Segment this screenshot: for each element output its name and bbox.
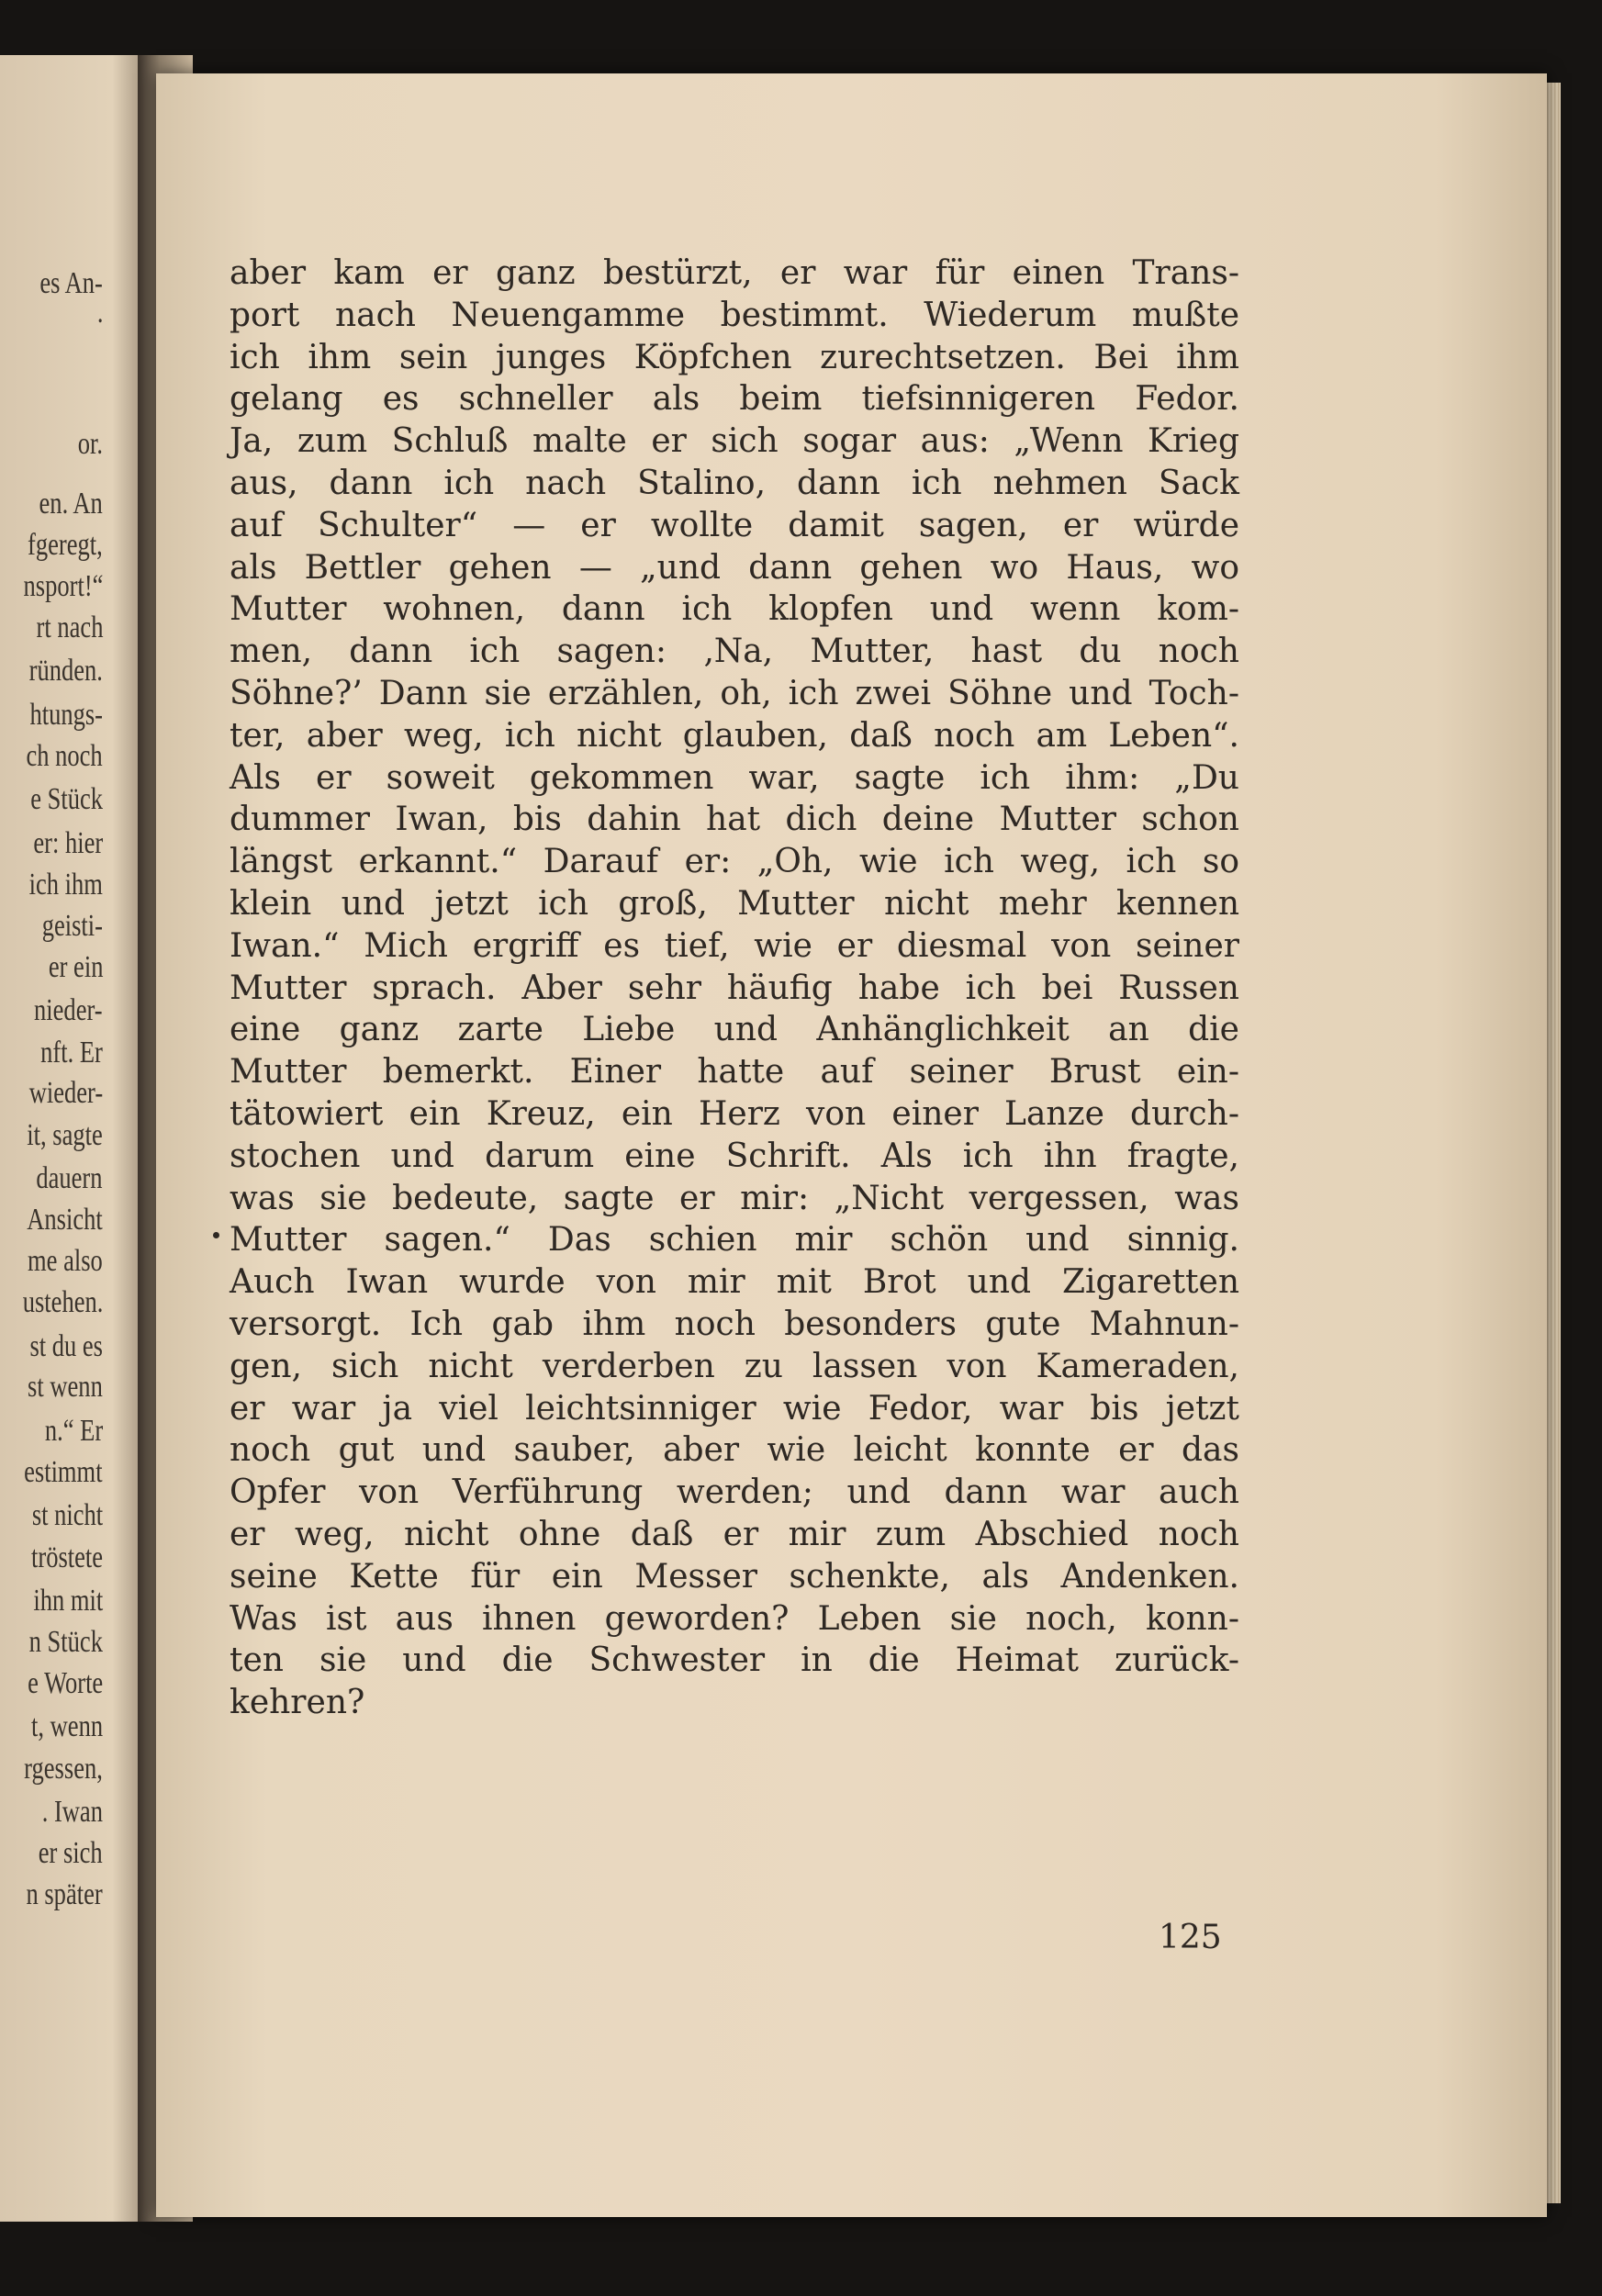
text-line: klein und jetzt ich groß, Mutter nicht mehr kennen	[230, 884, 1239, 923]
left-page-fragment: nsport!“	[23, 569, 103, 603]
text-line: Mutter sagen.“ Das schien mir schön und sinnig.	[230, 1221, 1239, 1260]
text-line: Als er soweit gekommen war, sagte ich ihm: „Du	[230, 758, 1239, 797]
text-line: gelang es schneller als beim tiefsinnigeren Fedor.	[230, 380, 1239, 419]
left-page-fragment: st nicht	[31, 1498, 103, 1532]
left-page-fragment: st du es	[29, 1329, 103, 1363]
text-line: er war ja viel leichtsinniger wie Fedor, war bis jetzt	[230, 1389, 1239, 1428]
left-page-fragment: ustehen.	[22, 1285, 103, 1319]
text-line: gen, sich nicht verderben zu lassen von Kameraden,	[230, 1347, 1239, 1385]
left-page-fragment: . Iwan	[41, 1795, 103, 1829]
text-line: seine Kette für ein Messer schenkte, als Andenken.	[230, 1557, 1239, 1596]
left-page-fragment: Ansicht	[27, 1203, 103, 1237]
text-line: tätowiert ein Kreuz, ein Herz von einer Lanze durch-	[230, 1094, 1239, 1133]
left-page-fragment: me also	[28, 1244, 103, 1278]
text-line: was sie bedeute, sagte er mir: „Nicht vergessen, was	[230, 1179, 1239, 1217]
left-page-fragment: rgessen,	[24, 1752, 103, 1786]
left-page-fragment: e Worte	[27, 1666, 103, 1700]
left-page-fragment: n später	[26, 1877, 103, 1911]
left-page-edge	[0, 55, 161, 2222]
text-line: ter, aber weg, ich nicht glauben, daß noch am Leben“.	[230, 716, 1239, 755]
left-page-fragment: tröstete	[30, 1540, 103, 1574]
text-line: noch gut und sauber, aber wie leicht konnte er das	[230, 1431, 1239, 1470]
text-line: port nach Neuengamme bestimmt. Wiederum mußte	[230, 296, 1239, 334]
left-page-fragment: ihn mit	[33, 1584, 103, 1618]
text-line: versorgt. Ich gab ihm noch besonders gute Mahnun-	[230, 1305, 1239, 1343]
text-line: Ja, zum Schluß malte er sich sogar aus: „Wenn Krieg	[230, 422, 1239, 461]
left-page-fragment: wieder-	[28, 1076, 103, 1110]
text-line: Mutter wohnen, dann ich klopfen und wenn kom-	[230, 590, 1239, 629]
text-line: er weg, nicht ohne daß er mir zum Abschied noch	[230, 1515, 1239, 1553]
text-line: Iwan.“ Mich ergriff es tief, wie er diesmal von seiner	[230, 926, 1239, 965]
text-line: eine ganz zarte Liebe und Anhänglichkeit an die	[230, 1011, 1239, 1049]
left-page-fragment: ch noch	[26, 739, 103, 773]
left-page-fragment: rt nach	[36, 610, 103, 644]
left-page-fragment: n.“ Er	[44, 1414, 103, 1448]
text-line: längst erkannt.“ Darauf er: „Oh, wie ich weg, ich so	[230, 843, 1239, 881]
left-page-fragment: htungs-	[29, 698, 103, 732]
body-text	[230, 252, 1239, 1724]
text-line: Auch Iwan wurde von mir mit Brot und Zigaretten	[230, 1263, 1239, 1302]
text-line: als Bettler gehen — „und dann gehen wo Haus, wo	[230, 548, 1239, 587]
left-page-fragment: ründen.	[28, 654, 103, 688]
text-line: aber kam er ganz bestürzt, er war für einen Trans-	[230, 254, 1239, 292]
left-page-fragment: er ein	[48, 950, 103, 984]
left-page-fragment: n Stück	[28, 1625, 103, 1659]
left-page-fragment: es An-	[39, 266, 103, 300]
left-page-fragment: nieder-	[34, 993, 103, 1027]
left-page-fragment: or.	[77, 427, 103, 461]
left-page-fragment: en. An	[39, 487, 103, 521]
left-page-fragment: ich ihm	[28, 868, 103, 902]
left-page-fragment: it, sagte	[27, 1118, 103, 1152]
left-page-fragment: nft. Er	[40, 1036, 103, 1070]
text-line: Söhne?’ Dann sie erzählen, oh, ich zwei Söhne und Toch-	[230, 674, 1239, 712]
text-line: kehren?	[230, 1684, 365, 1722]
text-line: stochen und darum eine Schrift. Als ich ihn fragte,	[230, 1137, 1239, 1175]
text-line: auf Schulter“ — er wollte damit sagen, er würde	[230, 506, 1239, 544]
left-page-fragment: .	[96, 296, 103, 330]
left-page-fragment: t, wenn	[30, 1709, 103, 1743]
left-page-fragment: er sich	[39, 1836, 103, 1870]
left-page-fragment: st wenn	[28, 1370, 103, 1404]
text-line: ten sie und die Schwester in die Heimat zurück-	[230, 1641, 1239, 1680]
text-line: aus, dann ich nach Stalino, dann ich nehmen Sack	[230, 464, 1239, 502]
text-line: Was ist aus ihnen geworden? Leben sie noch, konn-	[230, 1599, 1239, 1638]
text-line: dummer Iwan, bis dahin hat dich deine Mutter schon	[230, 801, 1239, 839]
page-number: 125	[1159, 1919, 1222, 1956]
left-page-fragment: er: hier	[33, 826, 103, 860]
text-line: Mutter bemerkt. Einer hatte auf seiner Brust ein-	[230, 1053, 1239, 1092]
left-page-fragment: dauern	[36, 1161, 103, 1195]
margin-mark	[213, 1232, 219, 1238]
left-page-fragment: geisti-	[41, 909, 103, 943]
text-line: Opfer von Verführung werden; und dann war auch	[230, 1473, 1239, 1512]
text-line: ich ihm sein junges Köpfchen zurechtsetzen. Bei ihm	[230, 338, 1239, 376]
left-page-fragment: fgeregt,	[28, 528, 103, 562]
left-page-fragment: e Stück	[30, 782, 103, 816]
text-line: Mutter sprach. Aber sehr häufig habe ich bei Russen	[230, 969, 1239, 1007]
left-page-fragment: estimmt	[24, 1455, 103, 1489]
text-line: men, dann ich sagen: ‚Na, Mutter, hast du noch	[230, 633, 1239, 671]
